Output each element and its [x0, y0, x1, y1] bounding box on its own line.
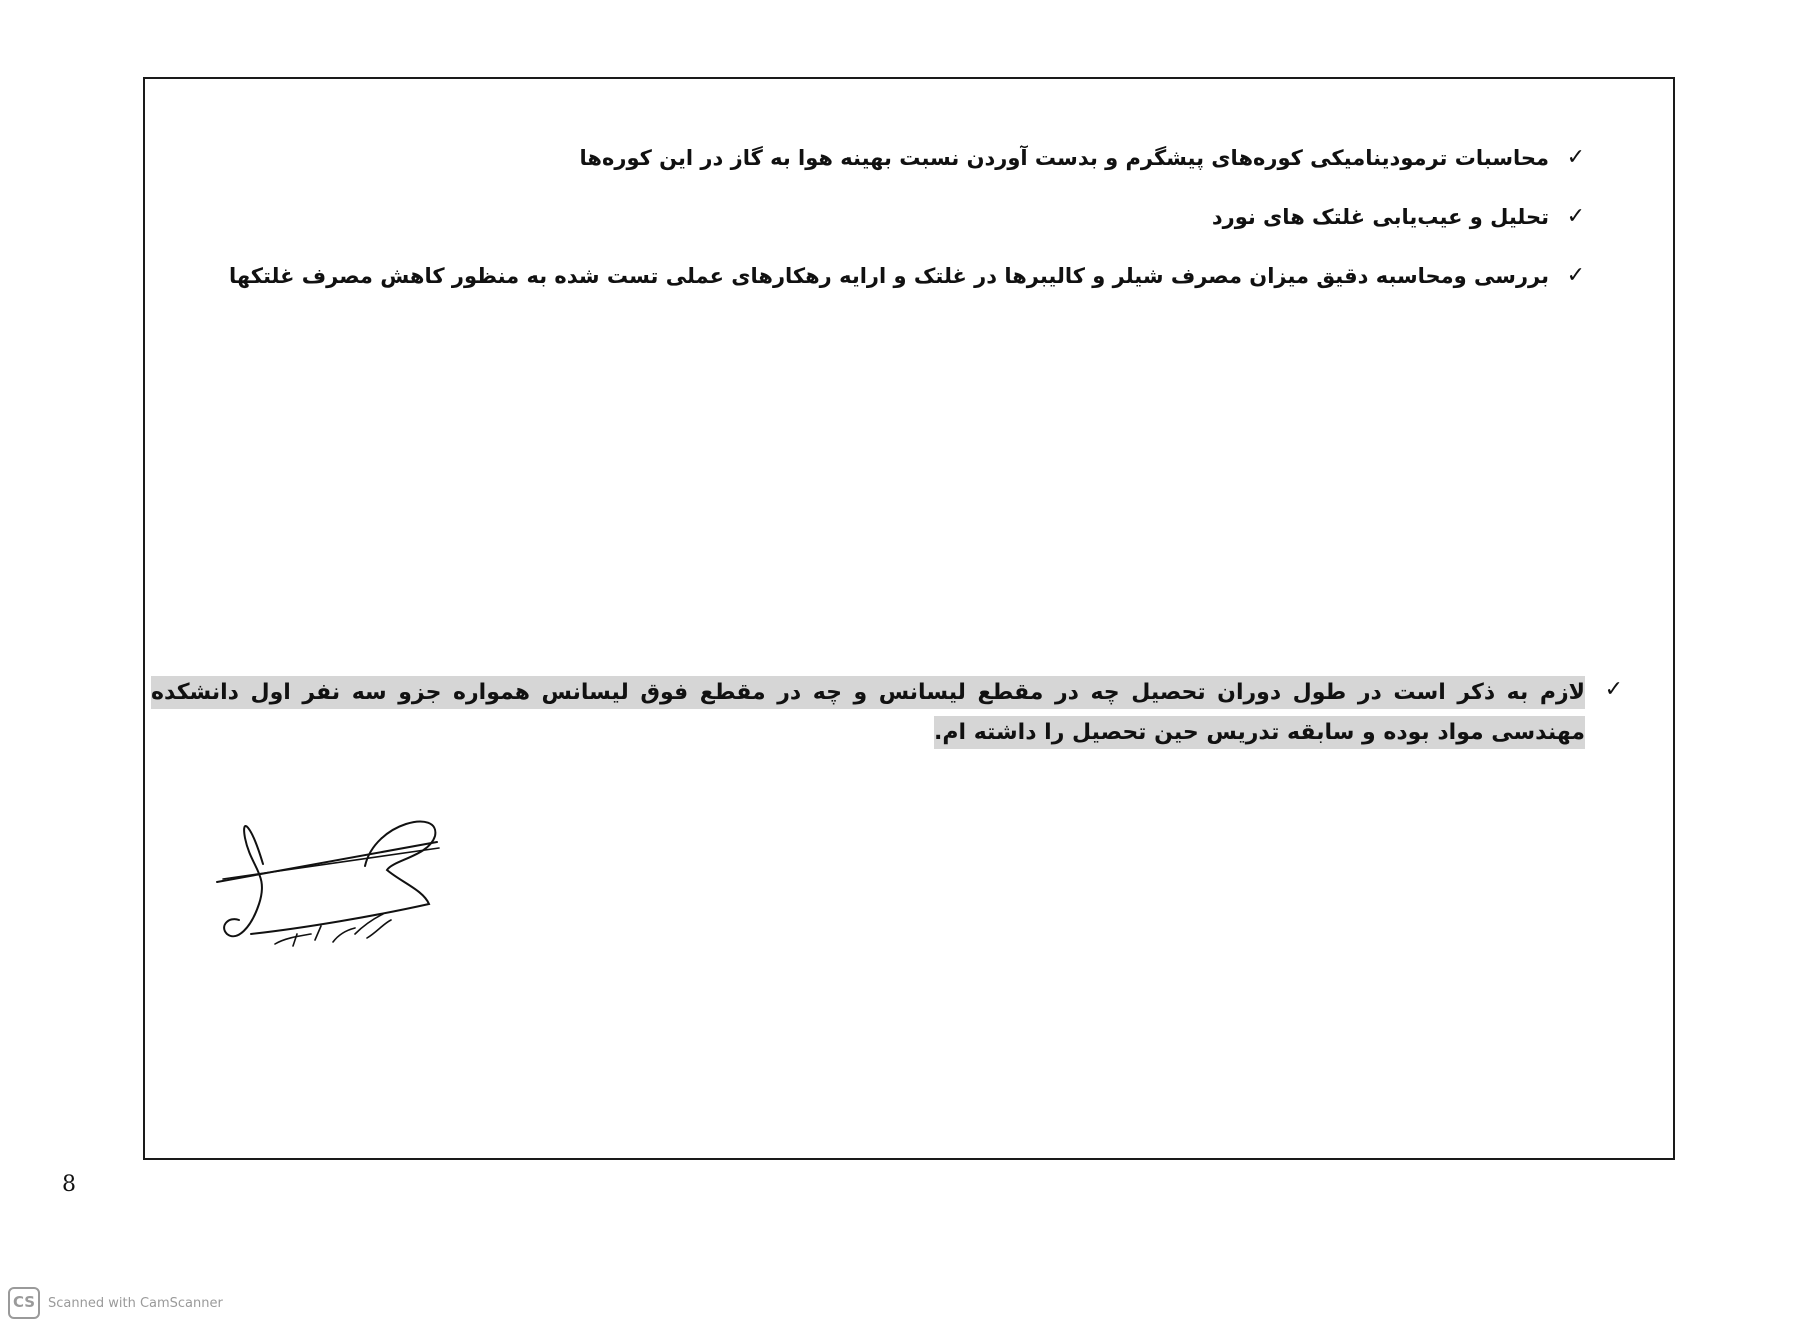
page-number: 8	[62, 1172, 76, 1197]
check-icon: ✓	[1566, 263, 1585, 288]
bullet-text: تحلیل و عیب‌یابی غلتک های نورد	[1211, 205, 1549, 229]
note-text-block	[151, 673, 1623, 753]
bullet-item-roll-consumption	[229, 259, 1585, 293]
highlighted-note	[151, 673, 1623, 753]
check-icon: ✓	[1604, 677, 1623, 702]
camscanner-watermark: Scanned with CamScanner	[48, 1296, 223, 1311]
check-icon: ✓	[1566, 204, 1585, 229]
bullet-item-thermodynamics	[265, 141, 1585, 175]
bullet-text: محاسبات ترمودینامیکی کوره‌های پیشگرم و بدست آوردن نسبت بهینه هوا به گاز در این کوره‌ها	[579, 146, 1549, 170]
camscanner-logo-icon: CS	[8, 1287, 40, 1319]
bullet-item-roll-analysis	[265, 200, 1585, 234]
note-text: لازم به ذکر است در طول دوران تحصیل چه در مقطع لیسانس و چه در مقطع فوق لیسانس همواره جزو سه نفر اول دانشکده مهندسی مواد بوده و سابقه تدریس حین تحصیل را داشته ام.	[151, 676, 1585, 749]
check-icon: ✓	[1566, 145, 1585, 170]
signature	[215, 816, 455, 956]
bullet-text: بررسی ومحاسبه دقیق میزان مصرف شیلر و کالیبرها در غلتک و ارایه رهکارهای عملی تست شده به منظور کاهش مصرف غلتکها	[229, 264, 1549, 288]
signature-drawing	[215, 816, 455, 956]
document-frame	[143, 77, 1675, 1160]
bullet-list	[229, 141, 1585, 318]
